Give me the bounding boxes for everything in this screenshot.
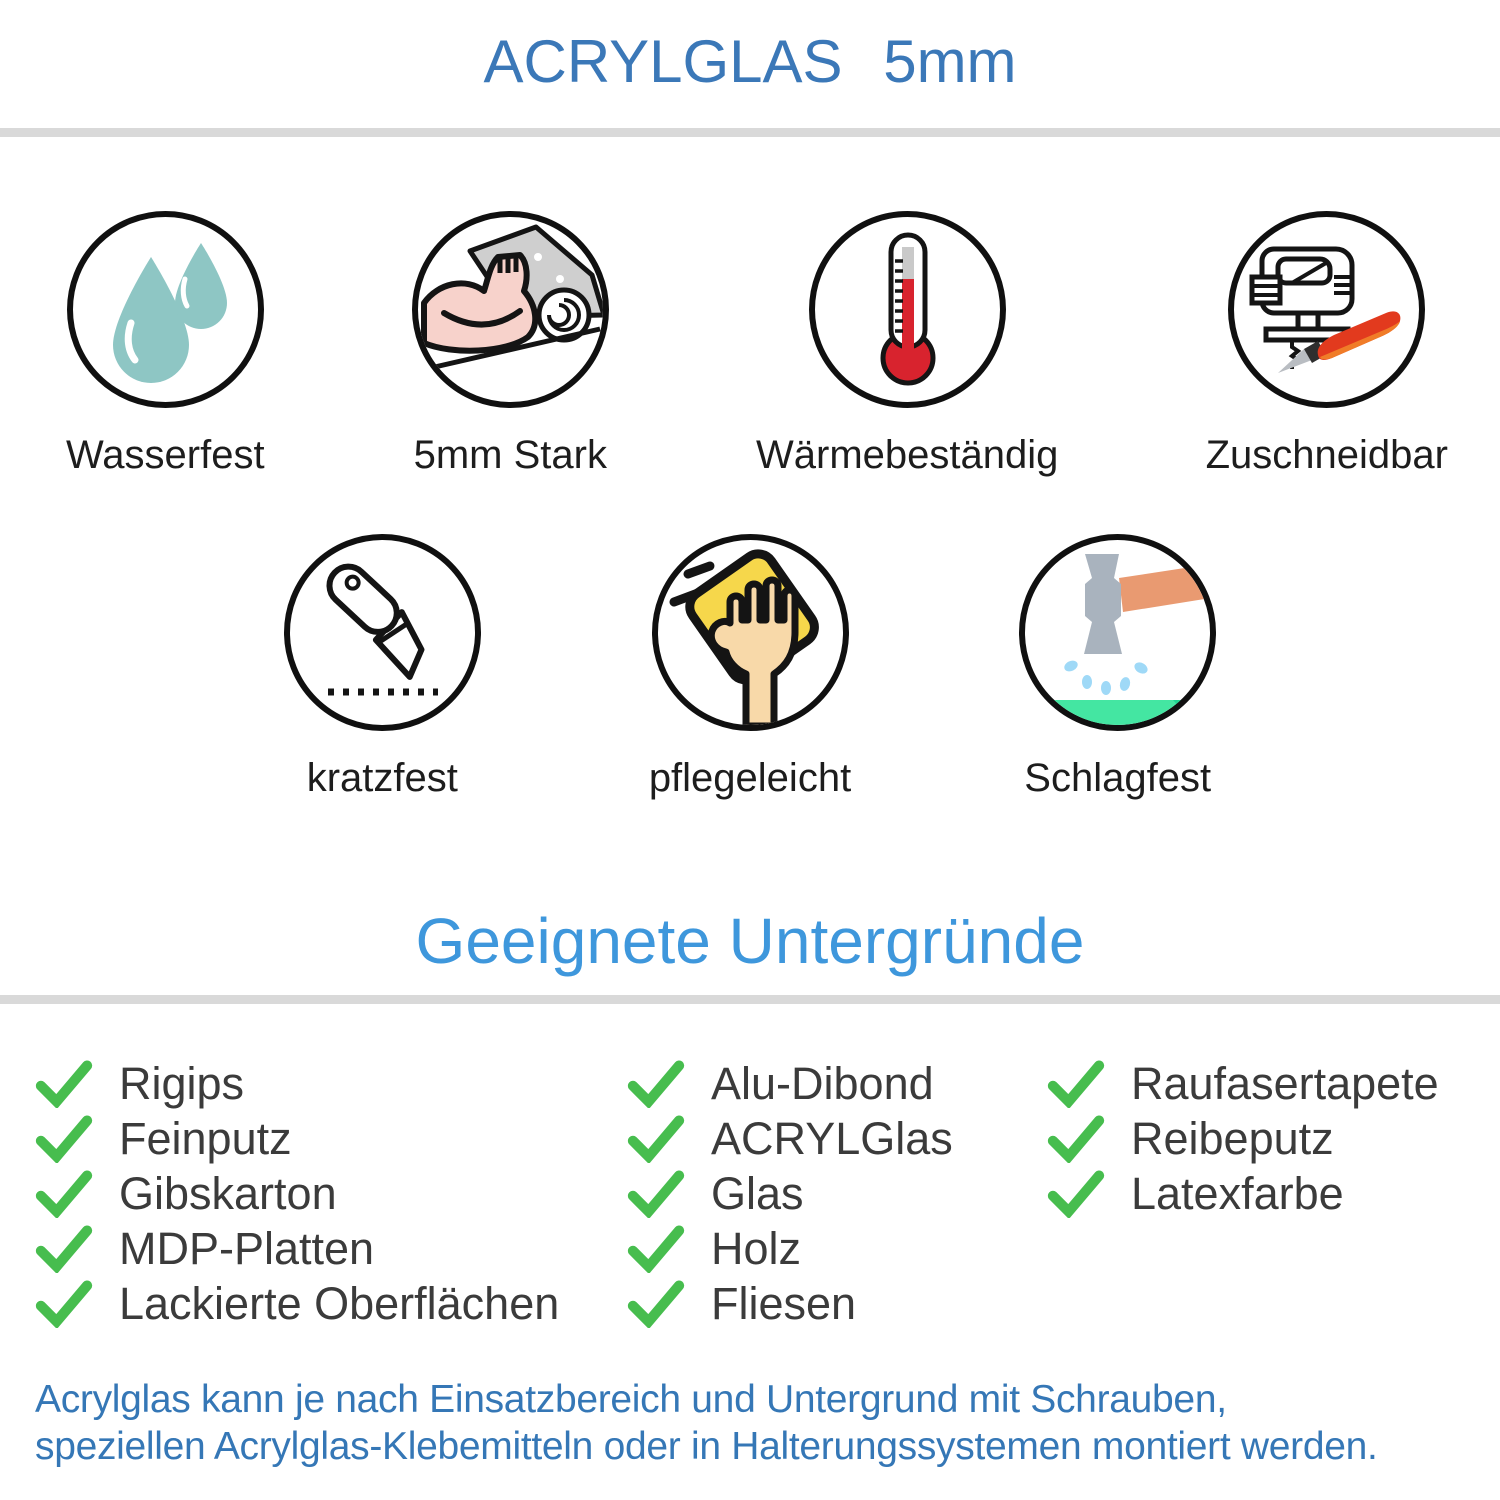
page-title: ACRYLGLAS 5mm xyxy=(483,28,1017,95)
check-icon xyxy=(1047,1060,1105,1108)
check-icon xyxy=(35,1170,93,1218)
substrate-item xyxy=(627,1166,1047,1221)
feature-row-2 xyxy=(0,534,1500,801)
feature-label: Wasserfest xyxy=(66,433,265,477)
divider xyxy=(0,128,1500,137)
check-icon xyxy=(35,1115,93,1163)
substrate-item xyxy=(35,1166,627,1221)
cleaning-cloth-hand-icon xyxy=(652,534,849,731)
substrate-label: Alu-Dibond xyxy=(711,1057,934,1109)
substrates-list xyxy=(0,1056,1500,1331)
check-icon xyxy=(35,1280,93,1328)
feature-pflegeleicht xyxy=(649,534,851,801)
feature-kratzfest xyxy=(284,534,481,801)
substrate-item xyxy=(35,1276,627,1331)
substrate-item xyxy=(627,1056,1047,1111)
check-icon xyxy=(627,1060,685,1108)
substrate-item xyxy=(35,1056,627,1111)
feature-label: kratzfest xyxy=(306,756,458,800)
feature-waermebestaendig xyxy=(756,211,1058,478)
check-icon xyxy=(627,1115,685,1163)
substrate-column-2 xyxy=(627,1056,1047,1331)
water-drops-icon xyxy=(67,211,264,408)
check-icon xyxy=(627,1225,685,1273)
thermometer-icon xyxy=(809,211,1006,408)
substrate-label: MDP-Platten xyxy=(119,1222,375,1274)
substrate-item xyxy=(1047,1111,1500,1166)
substrate-label: Lackierte Oberflächen xyxy=(119,1277,560,1329)
feature-schlagfest xyxy=(1019,534,1216,801)
substrate-item xyxy=(1047,1056,1500,1111)
feature-row-1 xyxy=(0,211,1500,478)
check-icon xyxy=(1047,1170,1105,1218)
feature-label: pflegeleicht xyxy=(648,756,852,800)
check-icon xyxy=(627,1280,685,1328)
substrate-item xyxy=(35,1111,627,1166)
substrate-label: Raufasertapete xyxy=(1131,1057,1439,1109)
feature-label: Wärmebeständig xyxy=(756,433,1059,477)
substrate-label: ACRYLGlas xyxy=(711,1112,953,1164)
feature-label: Schlagfest xyxy=(1024,756,1212,800)
substrate-column-3 xyxy=(1047,1056,1500,1221)
divider xyxy=(0,995,1500,1004)
substrate-label: Feinputz xyxy=(119,1112,292,1164)
substrate-item xyxy=(627,1111,1047,1166)
substrate-label: Reibeputz xyxy=(1131,1112,1334,1164)
substrate-label: Glas xyxy=(711,1167,804,1219)
substrate-item xyxy=(627,1221,1047,1276)
footer-line-1: Acrylglas kann je nach Einsatzbereich und Untergrund mit Schrauben, xyxy=(35,1378,1227,1421)
check-icon xyxy=(627,1170,685,1218)
check-icon xyxy=(35,1225,93,1273)
substrate-label: Holz xyxy=(711,1222,802,1274)
substrate-column-1 xyxy=(35,1056,627,1331)
check-icon xyxy=(1047,1115,1105,1163)
substrate-label: Gibskarton xyxy=(119,1167,337,1219)
substrate-label: Latexfarbe xyxy=(1131,1167,1344,1219)
footer-line-2: speziellen Acrylglas-Klebemitteln oder in Halterungssystemen montiert werden. xyxy=(35,1424,1378,1468)
check-icon xyxy=(35,1060,93,1108)
hammer-icon xyxy=(1019,534,1216,731)
feature-5mm-stark xyxy=(412,211,609,478)
feature-label: 5mm Stark xyxy=(413,433,607,477)
feature-label: Zuschneidbar xyxy=(1205,433,1448,477)
muscle-arm-icon xyxy=(412,211,609,408)
substrate-item xyxy=(627,1276,1047,1331)
substrate-label: Rigips xyxy=(119,1057,245,1109)
footer-note xyxy=(0,1377,1500,1471)
utility-knife-icon xyxy=(284,534,481,731)
feature-wasserfest xyxy=(66,211,265,478)
section-title: Geeignete Untergründe xyxy=(415,905,1085,977)
feature-zuschneidbar xyxy=(1206,211,1448,478)
substrate-label: Fliesen xyxy=(711,1277,857,1329)
substrate-item xyxy=(1047,1166,1500,1221)
jigsaw-icon xyxy=(1228,211,1425,408)
substrate-item xyxy=(35,1221,627,1276)
